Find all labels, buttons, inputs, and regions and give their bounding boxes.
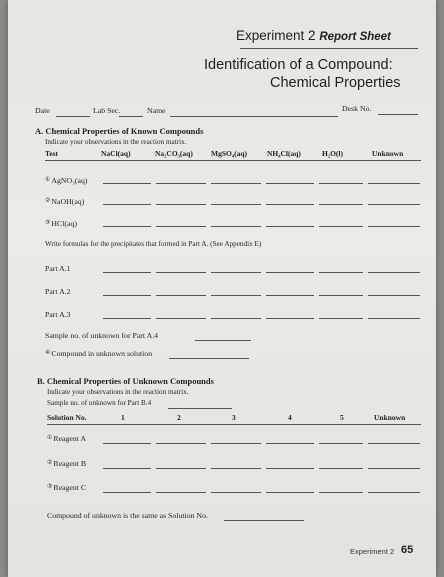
part-b-row-reagent-c — [47, 483, 86, 492]
hcl-cell-1[interactable] — [103, 226, 151, 227]
part-a-heading: A. Chemical Properties of Known Compounds — [35, 126, 204, 136]
part-a2-field-5[interactable] — [319, 295, 363, 296]
reagent-a-cell-4[interactable] — [266, 443, 314, 444]
naoh-cell-5[interactable] — [319, 204, 363, 205]
naoh-cell-2[interactable] — [156, 204, 206, 205]
agno3-cell-2[interactable] — [156, 183, 206, 184]
part-a1-field-5[interactable] — [319, 272, 363, 273]
part-a3-field-4[interactable] — [266, 318, 314, 319]
reagent-c-cell-5[interactable] — [319, 492, 363, 493]
part-a1-field-1[interactable] — [103, 272, 151, 273]
compound-marker: ④ — [45, 350, 51, 356]
hcl-cell-unknown[interactable] — [368, 226, 420, 227]
part-a1-label: Part A.1 — [45, 264, 71, 273]
date-label: Date — [35, 106, 50, 115]
hcl-cell-4[interactable] — [266, 226, 314, 227]
part-a3-field-6[interactable] — [368, 318, 420, 319]
part-a-col-nacl: NaCl(aq) — [101, 149, 131, 158]
part-a-row-agno3 — [45, 176, 87, 185]
name-label: Name — [147, 106, 166, 115]
compound-unknown-field[interactable] — [169, 358, 249, 359]
page-title-line1: Identification of a Compound: — [204, 57, 393, 73]
reagent-b-cell-2[interactable] — [156, 468, 206, 469]
reagent-a-cell-3[interactable] — [211, 443, 261, 444]
part-a3-field-3[interactable] — [211, 318, 261, 319]
reagent-c-cell-4[interactable] — [266, 492, 314, 493]
lab-sec-field[interactable] — [119, 116, 143, 117]
row-marker-2: ② — [45, 198, 51, 204]
part-a2-field-6[interactable] — [368, 295, 420, 296]
row-marker-2: ② — [47, 460, 53, 466]
compound-unknown-label — [45, 349, 152, 358]
reagent-a-cell-unknown[interactable] — [368, 443, 420, 444]
precipitate-instruction: Write formulas for the precipitates that formed in Part A. (See Appendix E) — [45, 240, 262, 248]
row-label-agno3: AgNO₃(aq) — [51, 176, 88, 185]
row-marker-3: ③ — [45, 220, 51, 226]
part-a-row-hcl — [45, 219, 77, 228]
reagent-a-cell-5[interactable] — [319, 443, 363, 444]
naoh-cell-unknown[interactable] — [368, 204, 420, 205]
reagent-b-cell-1[interactable] — [103, 468, 151, 469]
date-field[interactable] — [56, 116, 90, 117]
part-a-instruction: Indicate your observations in the reaction matrix. — [45, 138, 187, 146]
row-label-reagent-b: Reagent B — [53, 459, 87, 468]
part-b4-sample-label: Sample no. of unknown for Part B.4 — [47, 399, 152, 407]
part-b-col-unknown: Unknown — [374, 413, 406, 422]
desk-no-label: Desk No. — [342, 104, 372, 113]
part-b-solution-header: Solution No. — [47, 413, 87, 422]
part-b-heading: B. Chemical Properties of Unknown Compounds — [37, 376, 214, 386]
part-b-col-4: 4 — [288, 413, 292, 422]
part-a3-field-1[interactable] — [103, 318, 151, 319]
reagent-b-cell-4[interactable] — [266, 468, 314, 469]
part-a-col-na2co3: Na₂CO₃(aq) — [155, 149, 193, 158]
hcl-cell-2[interactable] — [156, 226, 206, 227]
naoh-cell-4[interactable] — [266, 204, 314, 205]
part-a2-field-2[interactable] — [156, 295, 206, 296]
footer-experiment-label: Experiment 2 — [350, 547, 395, 556]
agno3-cell-4[interactable] — [266, 183, 314, 184]
part-a1-field-3[interactable] — [211, 272, 261, 273]
row-label-reagent-c: Reagent C — [53, 483, 87, 492]
page-number: 65 — [401, 544, 414, 556]
part-b-row-reagent-b — [47, 459, 86, 468]
row-label-naoh: NaOH(aq) — [51, 197, 85, 206]
experiment-number: Experiment 2 — [236, 28, 316, 43]
experiment-title — [236, 28, 391, 43]
row-marker-3: ③ — [47, 484, 53, 490]
lab-sec-label: Lab Sec. — [93, 106, 121, 115]
part-a-col-mgso4: MgSO₄(aq) — [211, 149, 247, 158]
part-a3-field-5[interactable] — [319, 318, 363, 319]
part-a-col-unknown: Unknown — [372, 149, 404, 158]
hcl-cell-5[interactable] — [319, 226, 363, 227]
reagent-c-cell-unknown[interactable] — [368, 492, 420, 493]
part-a3-field-2[interactable] — [156, 318, 206, 319]
reagent-c-cell-2[interactable] — [156, 492, 206, 493]
compound-label-text: Compound in unknown solution — [51, 349, 153, 358]
same-as-solution-field[interactable] — [224, 520, 304, 521]
page-title-line2: Chemical Properties — [270, 75, 401, 91]
part-b-col-5: 5 — [340, 413, 344, 422]
row-marker-1: ① — [45, 177, 51, 183]
part-a1-field-4[interactable] — [266, 272, 314, 273]
reagent-b-cell-3[interactable] — [211, 468, 261, 469]
hcl-cell-3[interactable] — [211, 226, 261, 227]
part-a-header-rule — [45, 160, 421, 161]
report-sheet-label: Report Sheet — [319, 31, 391, 43]
part-a-col-h2o: H₂O(l) — [322, 149, 343, 158]
reagent-c-cell-1[interactable] — [103, 492, 151, 493]
part-a4-sample-label: Sample no. of unknown for Part A.4 — [45, 331, 159, 340]
part-a2-field-3[interactable] — [211, 295, 261, 296]
name-field[interactable] — [170, 116, 338, 117]
part-b4-sample-field[interactable] — [168, 408, 232, 409]
part-a1-field-2[interactable] — [156, 272, 206, 273]
row-marker-1: ① — [47, 435, 53, 441]
desk-no-field[interactable] — [378, 114, 418, 115]
reagent-c-cell-3[interactable] — [211, 492, 261, 493]
part-b-instruction: Indicate your observations in the reaction matrix. — [47, 388, 189, 396]
agno3-cell-3[interactable] — [211, 183, 261, 184]
part-a2-field-1[interactable] — [103, 295, 151, 296]
reagent-a-cell-1[interactable] — [103, 443, 151, 444]
part-a-row-naoh — [45, 197, 84, 206]
reagent-a-cell-2[interactable] — [156, 443, 206, 444]
part-b-row-reagent-a — [47, 434, 86, 443]
part-b-header-rule — [47, 424, 421, 425]
reagent-b-cell-5[interactable] — [319, 468, 363, 469]
part-b-col-2: 2 — [177, 413, 181, 422]
part-b-col-3: 3 — [232, 413, 236, 422]
agno3-cell-1[interactable] — [103, 183, 151, 184]
reagent-b-cell-unknown[interactable] — [368, 468, 420, 469]
row-label-reagent-a: Reagent A — [53, 434, 87, 443]
part-a3-label: Part A.3 — [45, 310, 71, 319]
part-a2-field-4[interactable] — [266, 295, 314, 296]
part-a-col-nh4cl: NH₄Cl(aq) — [267, 149, 301, 158]
part-a-test-header: Test — [45, 149, 59, 158]
agno3-cell-unknown[interactable] — [368, 183, 420, 184]
agno3-cell-5[interactable] — [319, 183, 363, 184]
part-a4-sample-field[interactable] — [195, 340, 251, 341]
report-sheet-page — [8, 0, 436, 577]
part-a1-field-6[interactable] — [368, 272, 420, 273]
naoh-cell-1[interactable] — [103, 204, 151, 205]
same-as-solution-label: Compound of unknown is the same as Solution No. — [47, 511, 208, 520]
row-label-hcl: HCl(aq) — [51, 219, 77, 228]
naoh-cell-3[interactable] — [211, 204, 261, 205]
header-rule — [240, 48, 418, 49]
part-b-col-1: 1 — [121, 413, 125, 422]
part-a2-label: Part A.2 — [45, 287, 71, 296]
